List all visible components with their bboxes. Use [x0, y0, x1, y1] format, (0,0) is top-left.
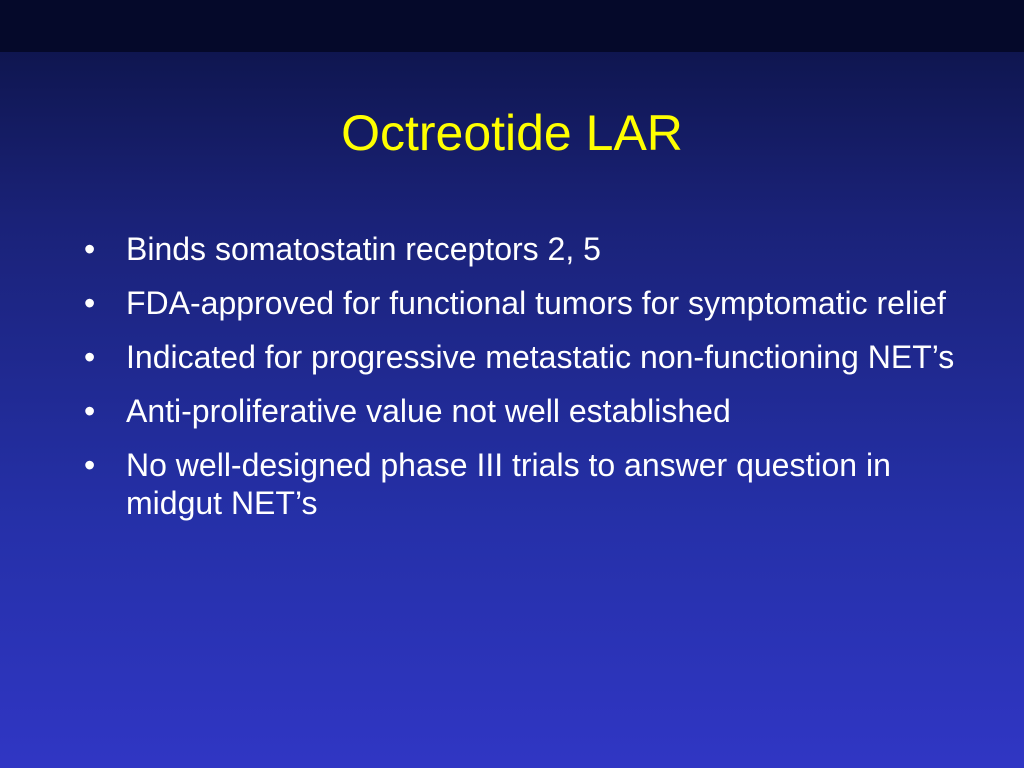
bullet-text: No well-designed phase III trials to answer question in midgut NET’s [126, 447, 891, 521]
bullet-glyph: • [84, 393, 96, 429]
bullet-item [84, 392, 964, 430]
bullet-item [84, 230, 964, 268]
bullet-item [84, 446, 964, 522]
bullet-text: Binds somatostatin receptors 2, 5 [126, 231, 601, 267]
slide-title: Octreotide LAR [341, 105, 683, 161]
bullet-item [84, 338, 964, 376]
bullet-glyph: • [84, 231, 96, 267]
bullet-item [84, 284, 964, 322]
bullet-list [84, 230, 964, 538]
bullet-glyph: • [84, 447, 96, 483]
bullet-text: Anti-proliferative value not well established [126, 393, 731, 429]
bullet-text: Indicated for progressive metastatic non-functioning NET’s [126, 339, 955, 375]
bullet-text: FDA-approved for functional tumors for symptomatic relief [126, 285, 946, 321]
bullet-glyph: • [84, 339, 96, 375]
bullet-glyph: • [84, 285, 96, 321]
